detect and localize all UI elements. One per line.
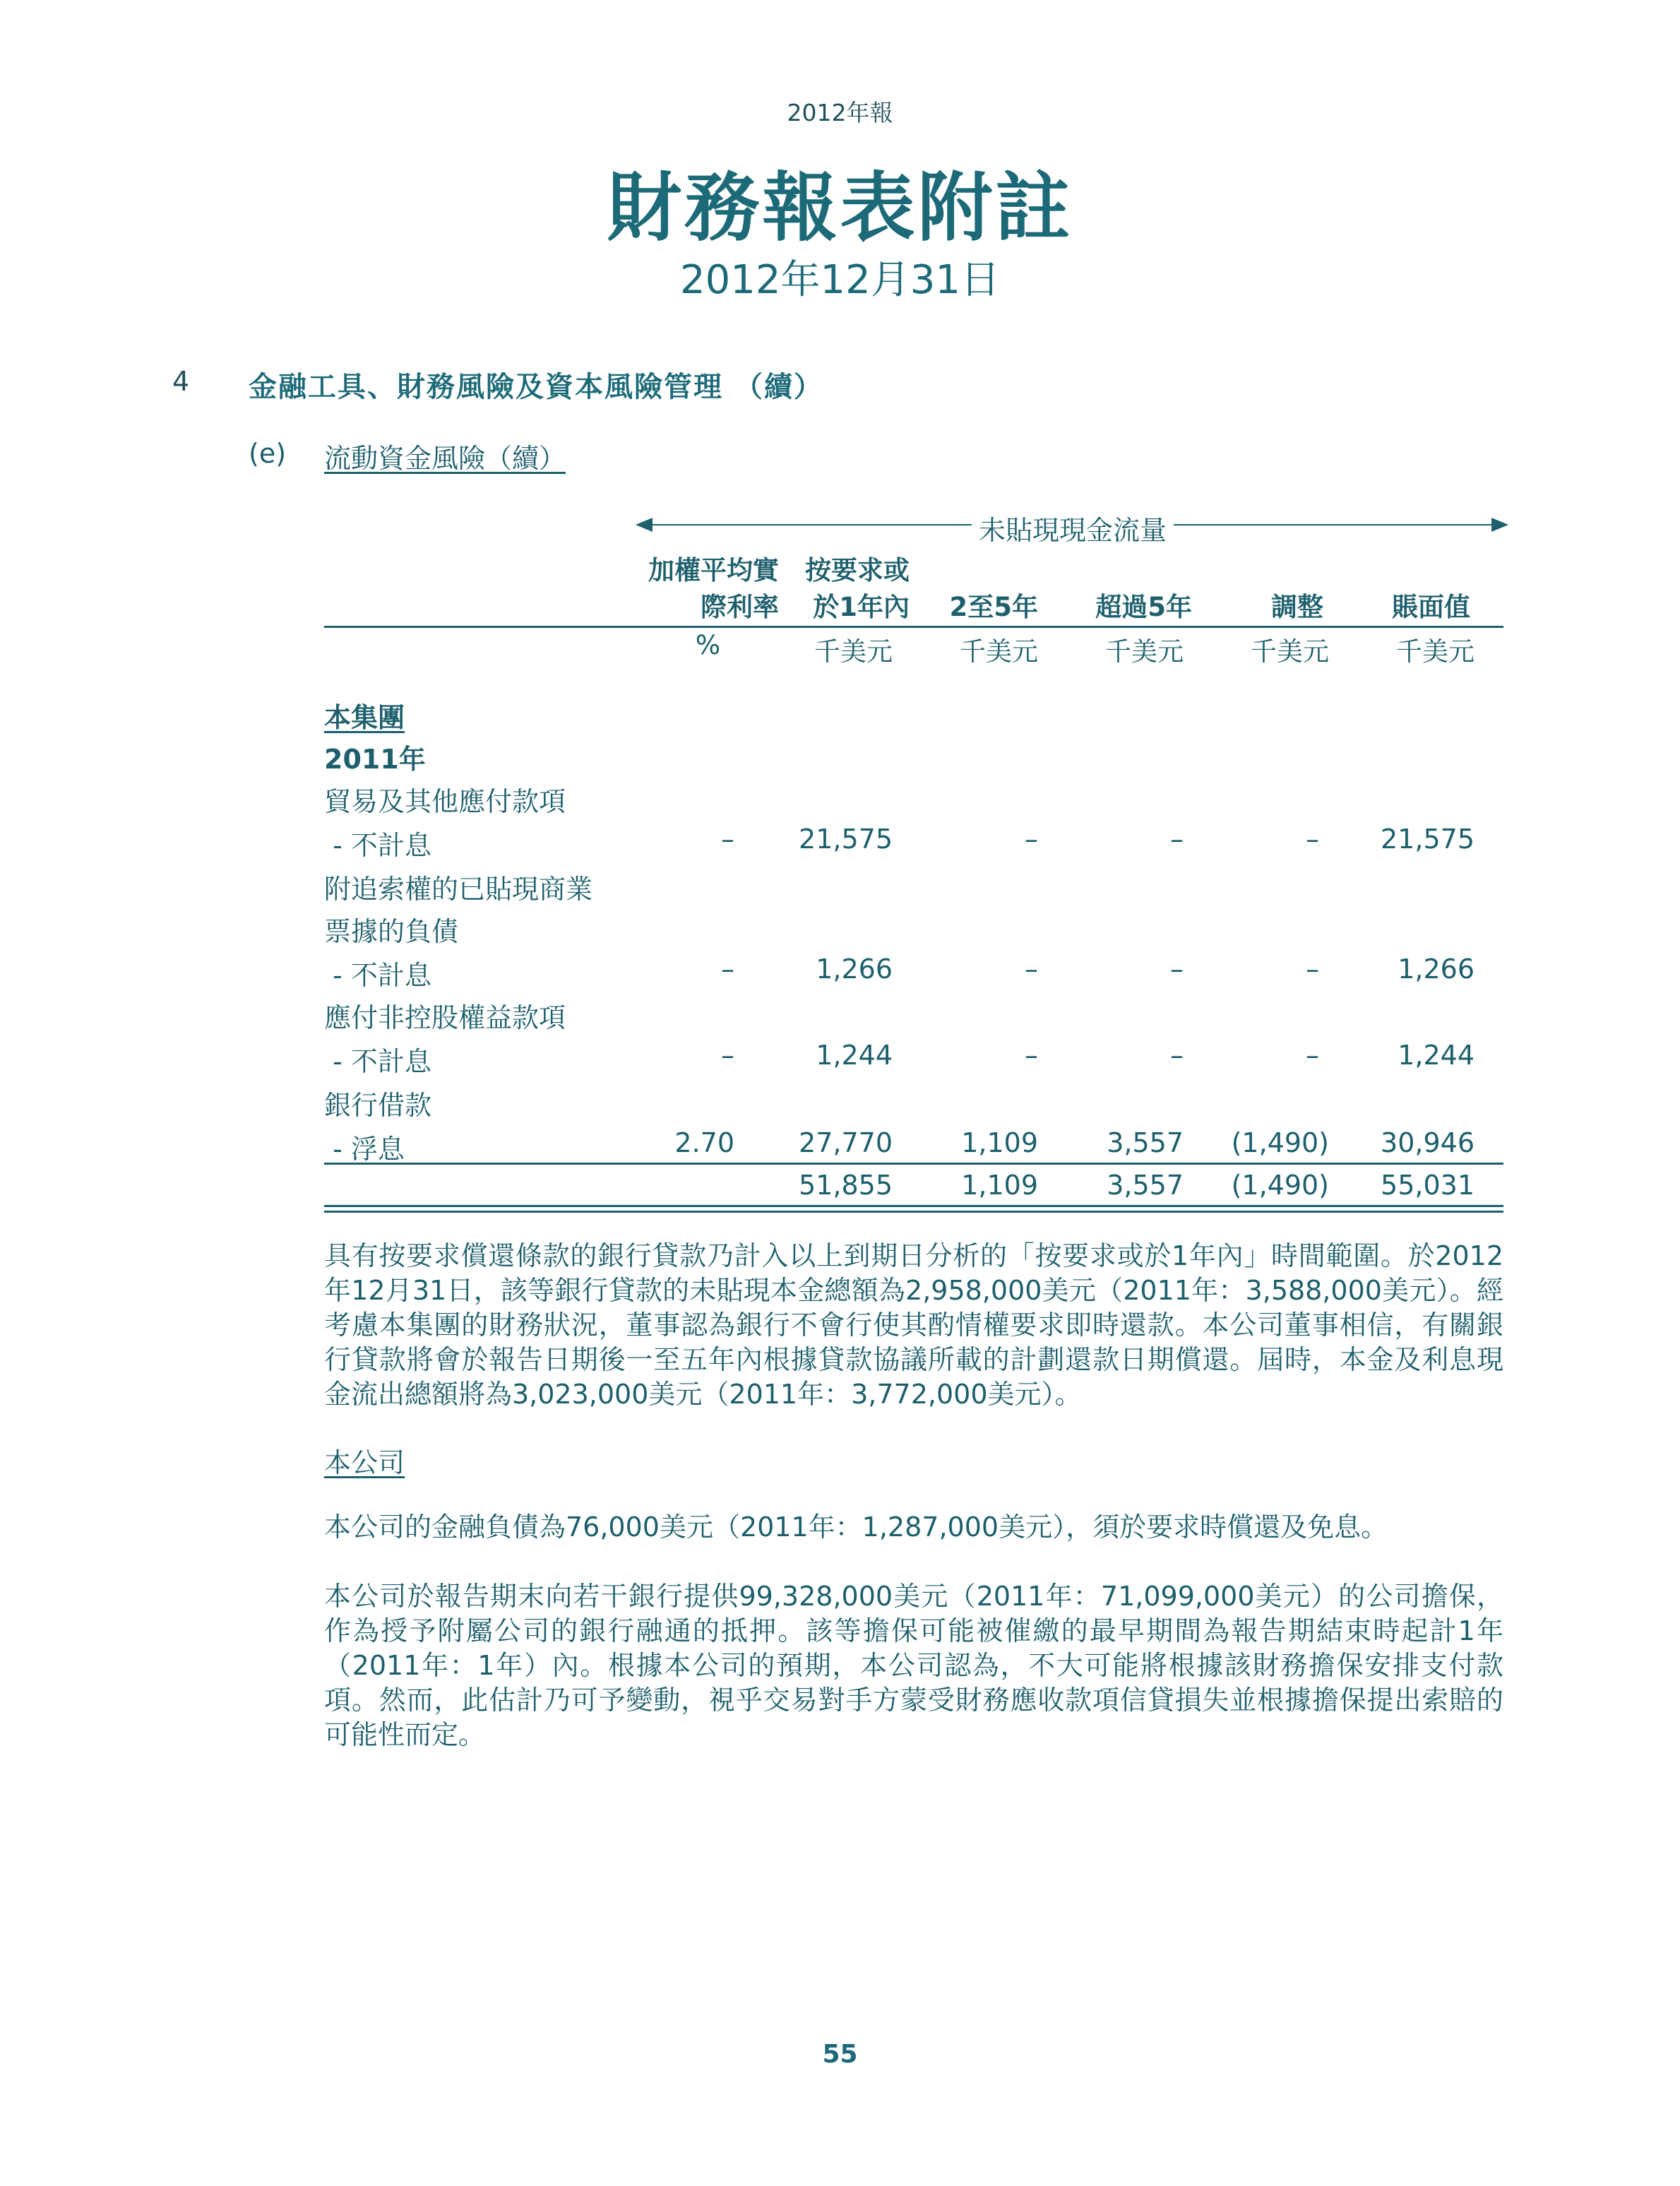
total-carrying: 55,031 (1381, 1170, 1475, 1201)
cell-over-5yr: 3,557 (1107, 1127, 1184, 1158)
subtotal-rule (324, 1163, 1503, 1165)
row-label: - 不計息 (324, 830, 431, 861)
cell-adjustment: – (1306, 824, 1319, 855)
cell-over-5yr: – (1170, 1040, 1184, 1071)
total-double-rule-top (324, 1205, 1503, 1207)
unit-rate: % (695, 630, 720, 660)
year-label: 2011年 (324, 744, 426, 775)
cell-carrying: 1,266 (1398, 954, 1475, 985)
page-title: 財務報表附註 (607, 165, 1073, 251)
cell-over-5yr: – (1170, 824, 1184, 855)
row-label: 應付非控股權益款項 (324, 1002, 566, 1033)
unit-over-5yr: 千美元 (1105, 636, 1184, 667)
total-on-demand: 51,855 (799, 1170, 893, 1201)
cell-adjustment: – (1306, 954, 1319, 985)
bank-loan-note: 具有按要求償還條款的銀行貸款乃計入以上到期日分析的「按要求或於1年內」時間範圍。於2012年12月31日，該等銀行貸款的未貼現本金總額為2,958,000美元（2011年：3,588,000美元）。經考慮本集團的財務狀況，董事認為銀行不會行使其酌情權要求即時還款。本公司董事相信，有關銀行貸款將會於報告日期後一至五年內根據貸款協議所載的計劃還款日期償還。屆時，本金及利息現金流出總額將為3,023,000美元（2011年：3,772,000美元）。 (324, 1240, 1503, 1410)
group-label: 本集團 (324, 702, 405, 733)
cell-adjustment: – (1306, 1040, 1319, 1071)
span-label: 未貼現現金流量 (972, 509, 1174, 547)
cell-2-5yr: 1,109 (961, 1127, 1038, 1158)
cell-adjustment: (1,490) (1231, 1127, 1329, 1158)
guarantee-note: 本公司於報告期末向若干銀行提供99,328,000美元（2011年：71,099,000美元）的公司擔保，作為授予附屬公司的銀行融通的抵押。該等擔保可能被催繳的最早期間為報告期結束時起計1年（2011年：1年）內。根據本公司的預期，本公司認為，不大可能將根據該財務擔保安排支付款項。然而，此估計乃可予變動，視乎交易對手方蒙受財務應收款項信貸損失並根據擔保提出索賠的可能性而定。 (324, 1581, 1503, 1750)
col-header-carrying: 賬面值 (1392, 592, 1470, 622)
subsection-title: 流動資金風險（續） (324, 443, 566, 474)
cell-rate: 2.70 (674, 1127, 734, 1158)
cell-2-5yr: – (1025, 824, 1038, 855)
report-date: 2012年12月31日 (679, 257, 1001, 303)
col-header-rate: 加權平均實 際利率 (648, 555, 779, 622)
row-label: 銀行借款 (324, 1090, 432, 1121)
page-number: 55 (822, 2040, 858, 2069)
cell-carrying: 30,946 (1381, 1127, 1475, 1158)
cell-on-demand: 21,575 (799, 824, 893, 855)
col-header-on-demand: 按要求或 於1年內 (805, 555, 910, 622)
unit-on-demand: 千美元 (814, 636, 893, 667)
arrow-right-icon (1491, 518, 1508, 532)
row-label: 附追索權的已貼現商業 (324, 874, 593, 905)
row-label: 票據的負債 (324, 916, 459, 947)
row-label: 貿易及其他應付款項 (324, 786, 566, 817)
row-label: - 不計息 (324, 960, 431, 991)
cell-2-5yr: – (1025, 1040, 1038, 1071)
report-year: 2012年報 (787, 99, 893, 126)
cell-carrying: 21,575 (1381, 824, 1475, 855)
cell-rate: – (721, 824, 734, 855)
cell-on-demand: 1,266 (816, 954, 893, 985)
total-over-5yr: 3,557 (1107, 1170, 1184, 1201)
row-label: - 不計息 (324, 1046, 431, 1077)
cell-2-5yr: – (1025, 954, 1038, 985)
row-label: - 浮息 (324, 1134, 405, 1165)
unit-adjustment: 千美元 (1251, 636, 1329, 667)
cell-rate: – (721, 1040, 734, 1071)
cell-carrying: 1,244 (1398, 1040, 1475, 1071)
col-header-over-5yr: 超過5年 (1095, 592, 1192, 622)
company-liabilities-note: 本公司的金融負債為76,000美元（2011年：1,287,000美元），須於要求時償還及免息。 (324, 1511, 1388, 1543)
cell-on-demand: 27,770 (799, 1127, 893, 1158)
cell-on-demand: 1,244 (816, 1040, 893, 1071)
total-2-5yr: 1,109 (961, 1170, 1038, 1201)
section-title: 金融工具、財務風險及資本風險管理 （續） (249, 371, 823, 403)
section-number: 4 (172, 366, 190, 397)
unit-2-5yr: 千美元 (960, 636, 1038, 667)
header-rule (324, 626, 1503, 628)
col-header-adjustment: 調整 (1271, 592, 1323, 622)
col-header-2-5yr: 2至5年 (949, 592, 1038, 622)
total-double-rule-bottom (324, 1211, 1503, 1213)
cell-rate: – (721, 954, 734, 985)
company-heading: 本公司 (324, 1447, 405, 1478)
unit-carrying: 千美元 (1396, 636, 1475, 667)
subsection-label: (e) (249, 438, 287, 469)
cell-over-5yr: – (1170, 954, 1184, 985)
total-adjustment: (1,490) (1231, 1170, 1329, 1201)
